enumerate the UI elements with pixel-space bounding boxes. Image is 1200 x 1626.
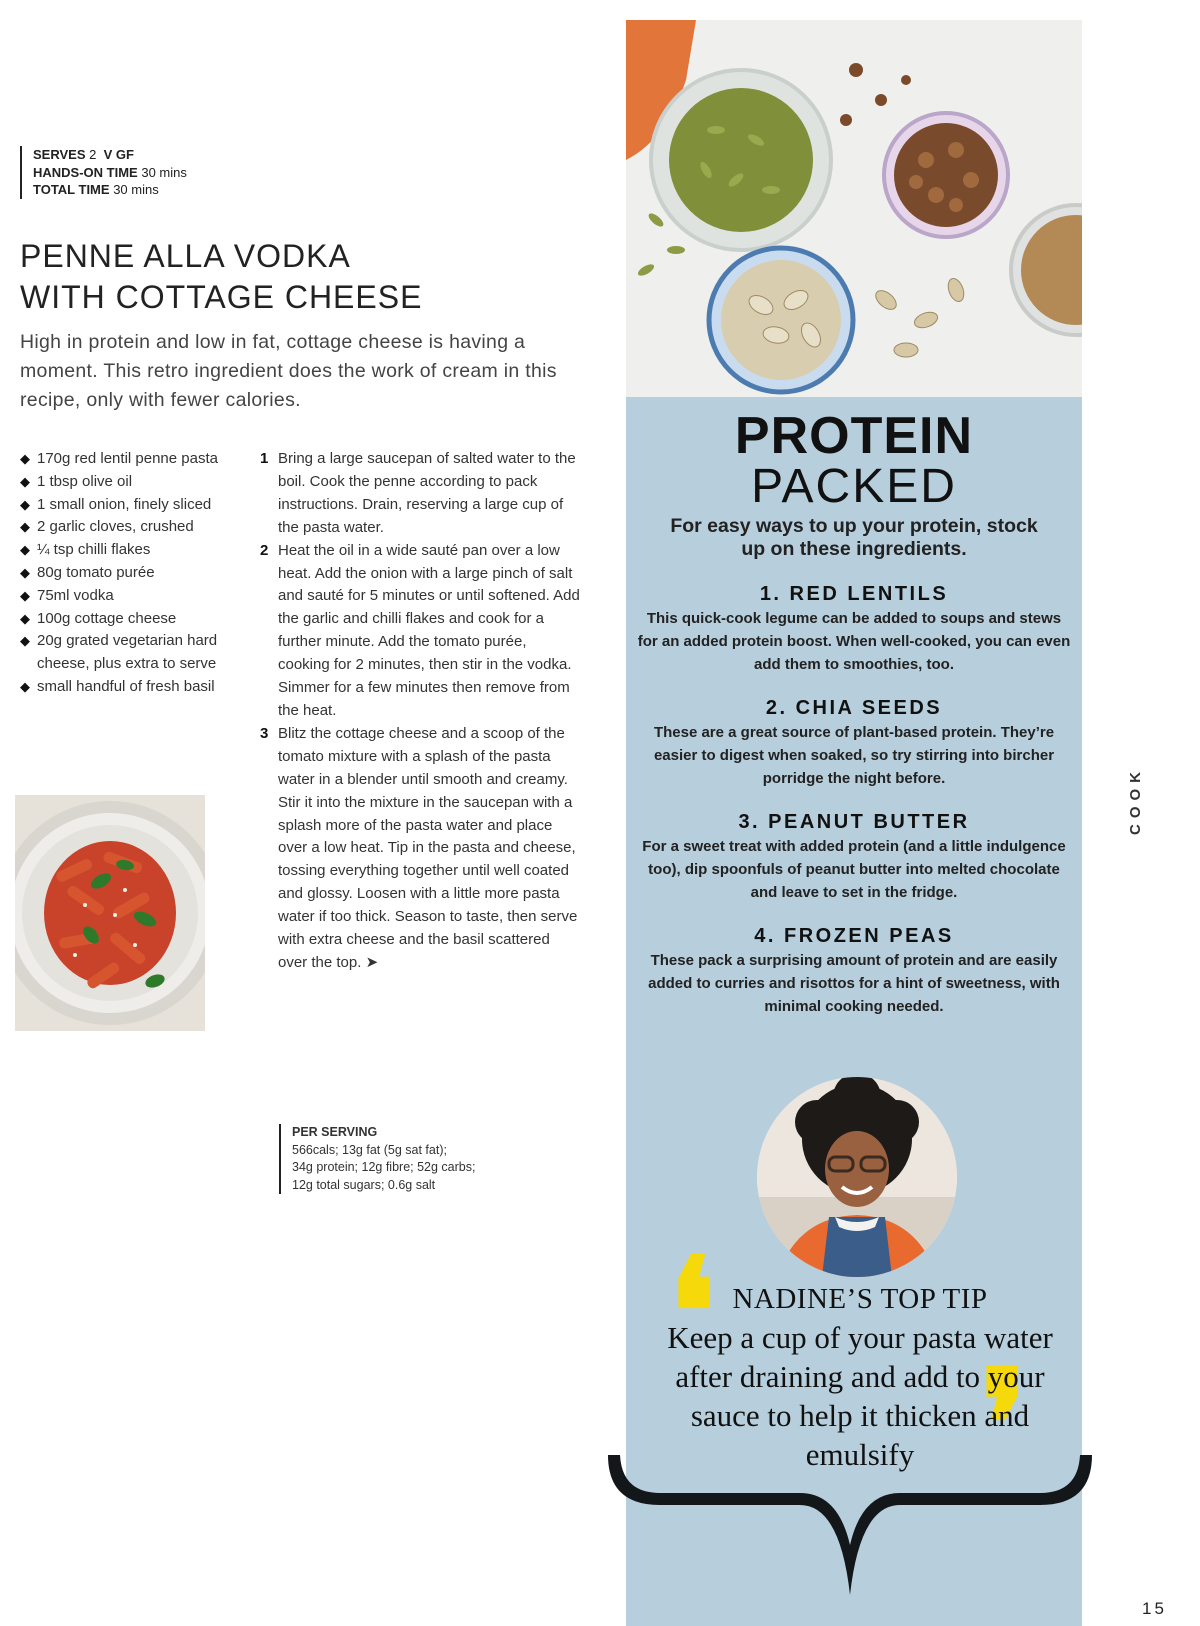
diet-badge: V GF: [103, 147, 134, 162]
nutrition-info: [279, 1124, 475, 1194]
panel-intro: For easy ways to up your protein, stock up on these ingredients.: [670, 515, 1038, 560]
top-tip-quote: [660, 1280, 1060, 1474]
method-list: [260, 448, 580, 975]
ingredient-item: ◆ 100g cottage cheese: [20, 608, 250, 631]
serves-value: 2: [89, 147, 97, 162]
title-line-2: WITH COTTAGE CHEESE: [20, 279, 423, 315]
panel-title-line-1: PROTEIN: [734, 407, 974, 465]
ingredient-item: ◆ 1 tbsp olive oil: [20, 471, 250, 494]
nutrition-line: 12g total sugars; 0.6g salt: [292, 1177, 436, 1192]
ingredient-item: ◆ small handful of fresh basil: [20, 676, 250, 699]
recipe-title: [20, 236, 422, 318]
hands-on-value: 30 mins: [141, 164, 187, 180]
nutrition-line: 34g protein; 12g fibre; 52g carbs;: [292, 1160, 476, 1174]
diamond-bullet-icon: ◆: [20, 678, 30, 694]
ingredient-item: ◆ 20g grated vegetarian hard cheese, plus extra to serve: [20, 632, 218, 673]
ingredient-item: ◆ ¼ tsp chilli flakes: [20, 539, 250, 562]
diamond-bullet-icon: ◆: [20, 519, 30, 535]
protein-item: [636, 922, 1072, 1018]
step-number: 1: [260, 450, 269, 467]
chef-portrait-image: [757, 1077, 957, 1277]
pasta-plate-image: [15, 795, 205, 1031]
protein-item: [636, 808, 1072, 904]
diamond-bullet-icon: ◆: [20, 633, 30, 649]
nuts-and-seeds-image: [626, 20, 1082, 397]
decorative-brace-icon: [600, 1455, 1100, 1605]
ingredient-item: ◆ 170g red lentil penne pasta: [20, 448, 250, 471]
diamond-bullet-icon: ◆: [20, 542, 30, 558]
step-number: 3: [260, 724, 269, 742]
diamond-bullet-icon: ◆: [20, 496, 30, 512]
protein-item-text: These are a great source of plant-based protein. They’re easier to digest when soaked, so try stirring into bircher porridge the night before.: [653, 724, 1055, 787]
diamond-bullet-icon: ◆: [20, 587, 30, 603]
protein-item-heading: 2. CHIA SEEDS: [765, 697, 943, 719]
step-number: 2: [260, 541, 269, 559]
quote-body: Keep a cup of your pasta water after draining and add to your sauce to help it thicken and emulsify: [667, 1320, 1053, 1472]
diamond-bullet-icon: ◆: [20, 473, 30, 489]
protein-item: [636, 580, 1072, 676]
recipe-meta: [20, 146, 187, 199]
dish-photo: [15, 795, 205, 1031]
quote-heading: NADINE’S TOP TIP: [732, 1283, 988, 1315]
page-number: 15: [1142, 1599, 1167, 1618]
protein-item-heading: 1. RED LENTILS: [759, 583, 949, 605]
ingredient-item: ◆ 1 small onion, finely sliced: [20, 494, 250, 517]
ingredient-list: [20, 448, 250, 699]
avatar: [757, 1077, 957, 1277]
method-step: 2 Heat the oil in a wide sauté pan over a low heat. Add the onion with a large pinch of salt and sauté for 5 minutes or until softened. Add the garlic and chilli flakes and cook for a further minute. Add the tomato purée, cooking for 2 minutes, then stir in the vodka. Simmer for a few minutes then remove from the heat.: [260, 541, 580, 719]
protein-item-heading: 3. PEANUT BUTTER: [738, 811, 970, 833]
nuts-photo: [626, 20, 1082, 397]
diamond-bullet-icon: ◆: [20, 610, 30, 626]
per-serving-label: PER SERVING: [292, 1125, 378, 1139]
ingredient-item: ◆ 75ml vodka: [20, 585, 250, 608]
protein-item-heading: 4. FROZEN PEAS: [754, 925, 954, 947]
hands-on-label: HANDS-ON TIME: [33, 164, 138, 180]
panel-title: [626, 407, 1082, 513]
nutrition-line: 566cals; 13g fat (5g sat fat);: [292, 1142, 447, 1157]
protein-item-text: This quick-cook legume can be added to soups and stews for an added protein boost. When well-cooked, you can even add them to smoothies, too.: [637, 610, 1071, 673]
quote-open-icon: ❛: [668, 1232, 717, 1398]
method-step: 1 Bring a large saucepan of salted water to the boil. Cook the penne according to pack instructions. Drain, reserving a large cup of the pasta water.: [260, 450, 576, 536]
serves-label: SERVES: [33, 147, 86, 162]
ingredient-item: ◆ 80g tomato purée: [20, 562, 250, 585]
quote-close-icon: ❜: [980, 1344, 1029, 1510]
recipe-standfirst: High in protein and low in fat, cottage cheese is having a moment. This retro ingredient does the work of cream in this recipe, only with fewer calories.: [20, 331, 557, 411]
total-time-label: TOTAL TIME: [33, 182, 110, 197]
diamond-bullet-icon: ◆: [20, 451, 30, 466]
protein-item-text: For a sweet treat with added protein (and a little indulgence too), dip spoonfuls of peanut butter into melted chocolate and leave to set in the fridge.: [642, 838, 1066, 901]
panel-title-line-2: PACKED: [751, 460, 957, 513]
title-line-1: PENNE ALLA VODKA: [20, 238, 351, 274]
diamond-bullet-icon: ◆: [20, 564, 30, 580]
method-step: 3 Blitz the cottage cheese and a scoop of the tomato mixture with a splash of the pasta water in a blender until smooth and creamy. Stir it into the mixture in the saucepan with a splash more of the pasta water and place over a low heat. Tip in the pasta and cheese, tossing everything together until well coated and glossy. Loosen with a little more pasta water if too thick. Season to taste, then serve with extra cheese and the basil scattered over the top. ➤: [260, 724, 578, 971]
protein-item: [636, 694, 1072, 790]
ingredient-item: ◆ 2 garlic cloves, crushed: [20, 516, 250, 539]
protein-item-text: These pack a surprising amount of protein and are easily added to curries and risottos for a hint of sweetness, with minimal cooking needed.: [648, 952, 1060, 1015]
total-time-value: 30 mins: [113, 182, 159, 197]
continue-arrow-icon: ➤: [365, 953, 379, 971]
section-label: COOK: [1127, 766, 1144, 835]
